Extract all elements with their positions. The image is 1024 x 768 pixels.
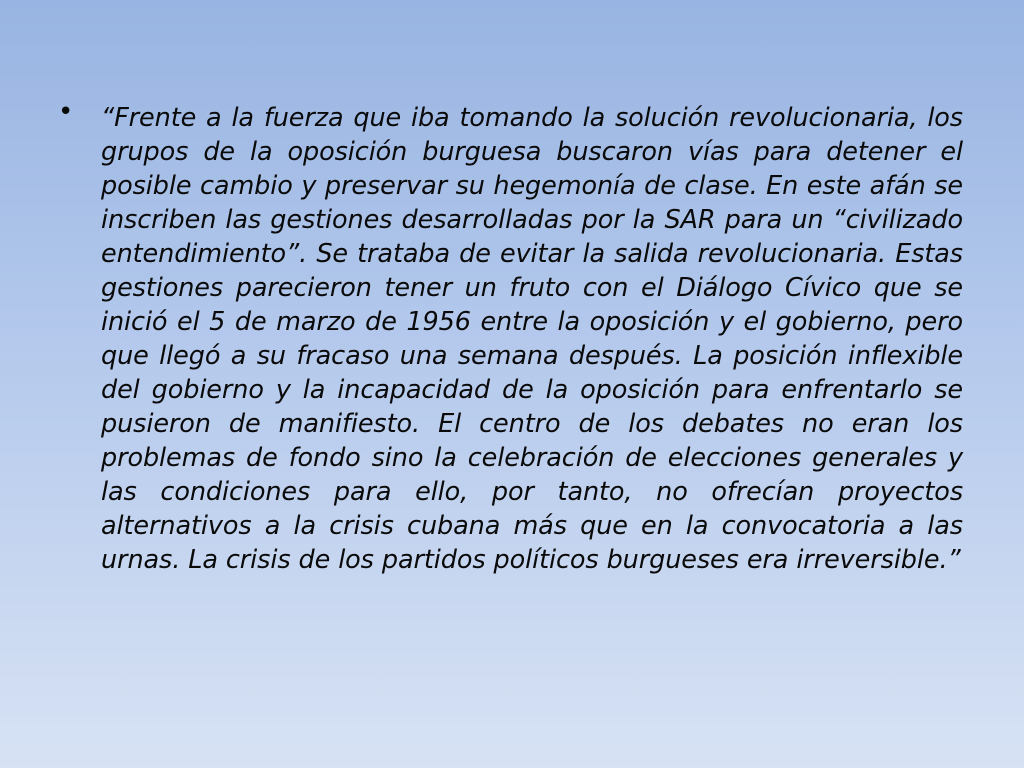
quote-paragraph: “Frente a la fuerza que iba tomando la solución revolucionaria, los grupos de la oposición burguesa buscaron vías para detener el posible cambio y preservar su hegemonía de clase. En este afán se inscriben las gestiones desarrolladas por la SAR para un “civilizado entendimiento”. Se trataba de evitar la salida revolucionaria. Estas gestiones parecieron tener un fruto con el Diálogo Cívico que se inició el 5 de marzo de 1956 entre la oposición y el gobierno, pero que llegó a su fracaso una semana después. La posición inflexible del gobierno y la incapacidad de la oposición para enfrentarlo se pusieron de manifiesto. El centro de los debates no eran los problemas de fondo sino la celebración de elecciones generales y las condiciones para ello, por tanto, no ofrecían proyectos alternativos a la crisis cubana más que en la convocatoria a las urnas. La crisis de los partidos políticos burgueses era irreversible.” xyxy=(101,103,963,575)
bullet-point: • xyxy=(58,97,74,127)
